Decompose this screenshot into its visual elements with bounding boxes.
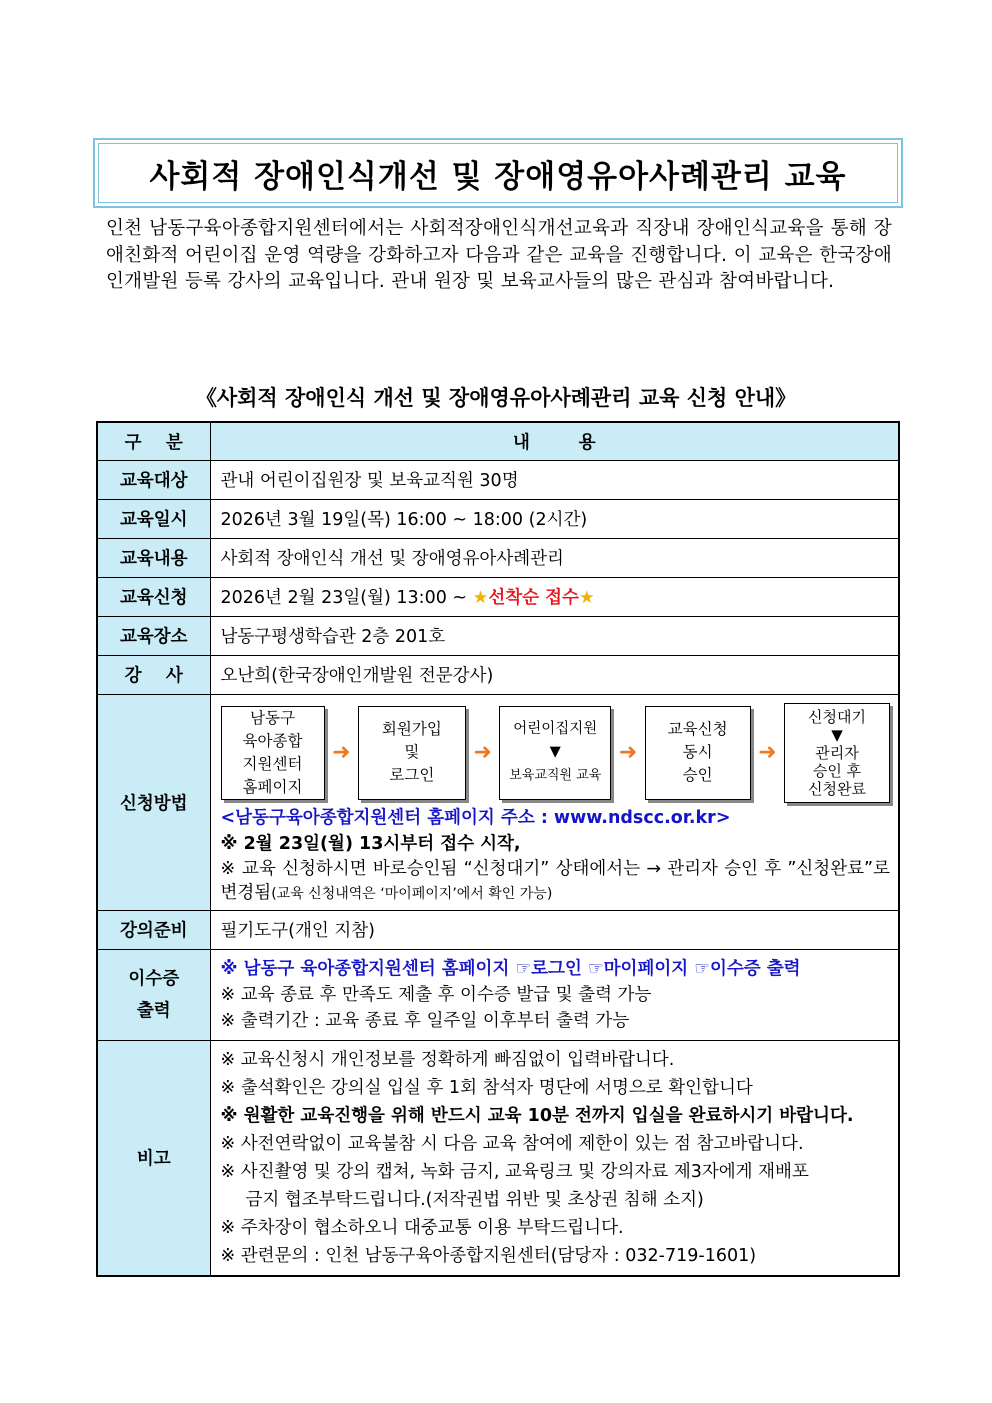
info-table bbox=[96, 421, 900, 1277]
row-label-prep: 강의준비 bbox=[97, 910, 210, 949]
row-value-place: 남동구평생학습관 2층 201호 bbox=[210, 616, 899, 655]
table-row bbox=[97, 694, 899, 910]
page-title: 사회적 장애인식개선 및 장애영유아사례관리 교육 bbox=[98, 143, 898, 203]
homepage-url: <남동구육아종합지원센터 홈페이지 주소 : www.ndscc.or.kr> bbox=[220, 807, 731, 828]
title-box bbox=[93, 138, 903, 208]
row-value-content: 사회적 장애인식 개선 및 장애영유아사례관리 bbox=[210, 538, 899, 577]
row-label-target: 교육대상 bbox=[97, 460, 210, 499]
remark-item: ※ 출석확인은 강의실 입실 후 1회 참석자 명단에 서명으로 확인합니다 bbox=[220, 1077, 753, 1098]
row-value-certificate bbox=[210, 949, 899, 1040]
row-label-certificate: 이수증 출력 bbox=[97, 949, 210, 1040]
row-value-lecturer: 오난희(한국장애인개발원 전문강사) bbox=[210, 655, 899, 694]
reception-start-note: ※ 2월 23일(월) 13시부터 접수 시작, bbox=[220, 833, 521, 854]
table-row bbox=[97, 538, 899, 577]
intro-paragraph: 인천 남동구육아종합지원센터에서는 사회적장애인식개선교육과 직장내 장애인식교육을 통해 장애친화적 어린이집 운영 역량을 강화하고자 다음과 같은 교육을 진행합니다. 이 교육은 한국장애인개발원 등록 강사의 교육입니다. 관내 원장 및 보육교사들의 많은 관심과 참여바랍니다. bbox=[106, 218, 892, 292]
row-label-apply: 교육신청 bbox=[97, 577, 210, 616]
star-icon: ★ bbox=[578, 588, 595, 608]
approval-note: ※ 교육 신청하시면 바로승인됨 “신청대기” 상태에서는 → 관리자 승인 후 ”신청완료”로 변경됨(교육 신청내역은 ‘마이페이지’에서 확인 가능) bbox=[220, 858, 890, 903]
table-row bbox=[97, 910, 899, 949]
table-row bbox=[97, 460, 899, 499]
certificate-path: ※ 남동구 육아종합지원센터 홈페이지 ☞로그인 ☞마이페이지 ☞이수증 출력 bbox=[220, 958, 801, 979]
arrow-right-icon: ➜ bbox=[473, 740, 492, 765]
apply-date: 2026년 2월 23일(월) 13:00 ~ bbox=[220, 588, 473, 608]
first-come-badge: 선착순 접수 bbox=[488, 588, 579, 608]
row-value-prep: 필기도구(개인 지참) bbox=[210, 910, 899, 949]
remark-item: ※ 교육신청시 개인정보를 정확하게 빠짐없이 입력바랍니다. bbox=[220, 1049, 675, 1070]
table-row bbox=[97, 655, 899, 694]
remark-item: ※ 주차장이 협소하오니 대중교통 이용 부탁드립니다. bbox=[220, 1217, 624, 1238]
remark-item: ※ 원활한 교육진행을 위해 반드시 교육 10분 전까지 입실을 완료하시기 바랍니다. bbox=[220, 1105, 854, 1126]
row-label-place: 교육장소 bbox=[97, 616, 210, 655]
section-subtitle: 《사회적 장애인식 개선 및 장애영유아사례관리 교육 신청 안내》 bbox=[195, 386, 797, 410]
flow-step-approval: 교육신청 동시 승인 bbox=[645, 706, 751, 800]
header-content: 내 용 bbox=[210, 422, 899, 460]
table-row bbox=[97, 1040, 899, 1276]
star-icon: ★ bbox=[472, 588, 489, 608]
remark-item: ※ 사전연락없이 교육불참 시 다음 교육 참여에 제한이 있는 점 참고바랍니다. bbox=[220, 1133, 804, 1154]
table-row bbox=[97, 616, 899, 655]
flow-step-homepage: 남동구 육아종합 지원센터 홈페이지 bbox=[221, 706, 325, 800]
row-label-content: 교육내용 bbox=[97, 538, 210, 577]
header-category: 구 분 bbox=[97, 422, 210, 460]
table-row bbox=[97, 577, 899, 616]
table-row bbox=[97, 499, 899, 538]
row-label-lecturer: 강 사 bbox=[97, 655, 210, 694]
row-value-target: 관내 어린이집원장 및 보육교직원 30명 bbox=[210, 460, 899, 499]
arrow-right-icon: ➜ bbox=[758, 740, 777, 765]
row-value-remarks bbox=[210, 1040, 899, 1276]
flow-step-staff-education: 어린이집지원 ▼ 보육교직원 교육 bbox=[499, 706, 611, 800]
certificate-issue-note: ※ 교육 종료 후 만족도 제출 후 이수증 발급 및 출력 가능 bbox=[220, 984, 652, 1005]
table-header-row bbox=[97, 422, 899, 460]
table-row bbox=[97, 949, 899, 1040]
row-value-method bbox=[210, 694, 899, 910]
row-label-date: 교육일시 bbox=[97, 499, 210, 538]
row-value-date: 2026년 3월 19일(목) 16:00 ~ 18:00 (2시간) bbox=[210, 499, 899, 538]
row-label-method: 신청방법 bbox=[97, 694, 210, 910]
arrow-right-icon: ➜ bbox=[331, 740, 351, 765]
remark-item: 금지 협조부탁드립니다.(저작권법 위반 및 초상권 침해 소지) bbox=[245, 1189, 704, 1210]
remark-item: ※ 관련문의 : 인천 남동구육아종합지원센터(담당자 : 032-719-1601) bbox=[220, 1245, 757, 1266]
flow-step-login: 회원가입 및 로그인 bbox=[358, 706, 466, 800]
row-label-remarks: 비고 bbox=[97, 1040, 210, 1276]
row-value-apply bbox=[210, 577, 899, 616]
flow-step-complete: 신청대기 ▼ 관리자 승인 후 신청완료 bbox=[784, 703, 890, 803]
certificate-period-note: ※ 출력기간 : 교육 종료 후 일주일 이후부터 출력 가능 bbox=[220, 1010, 630, 1031]
application-flow bbox=[221, 703, 891, 803]
arrow-right-icon: ➜ bbox=[618, 740, 638, 765]
remark-item: ※ 사진촬영 및 강의 캡쳐, 녹화 금지, 교육링크 및 강의자료 제3자에게 재배포 bbox=[220, 1161, 809, 1182]
